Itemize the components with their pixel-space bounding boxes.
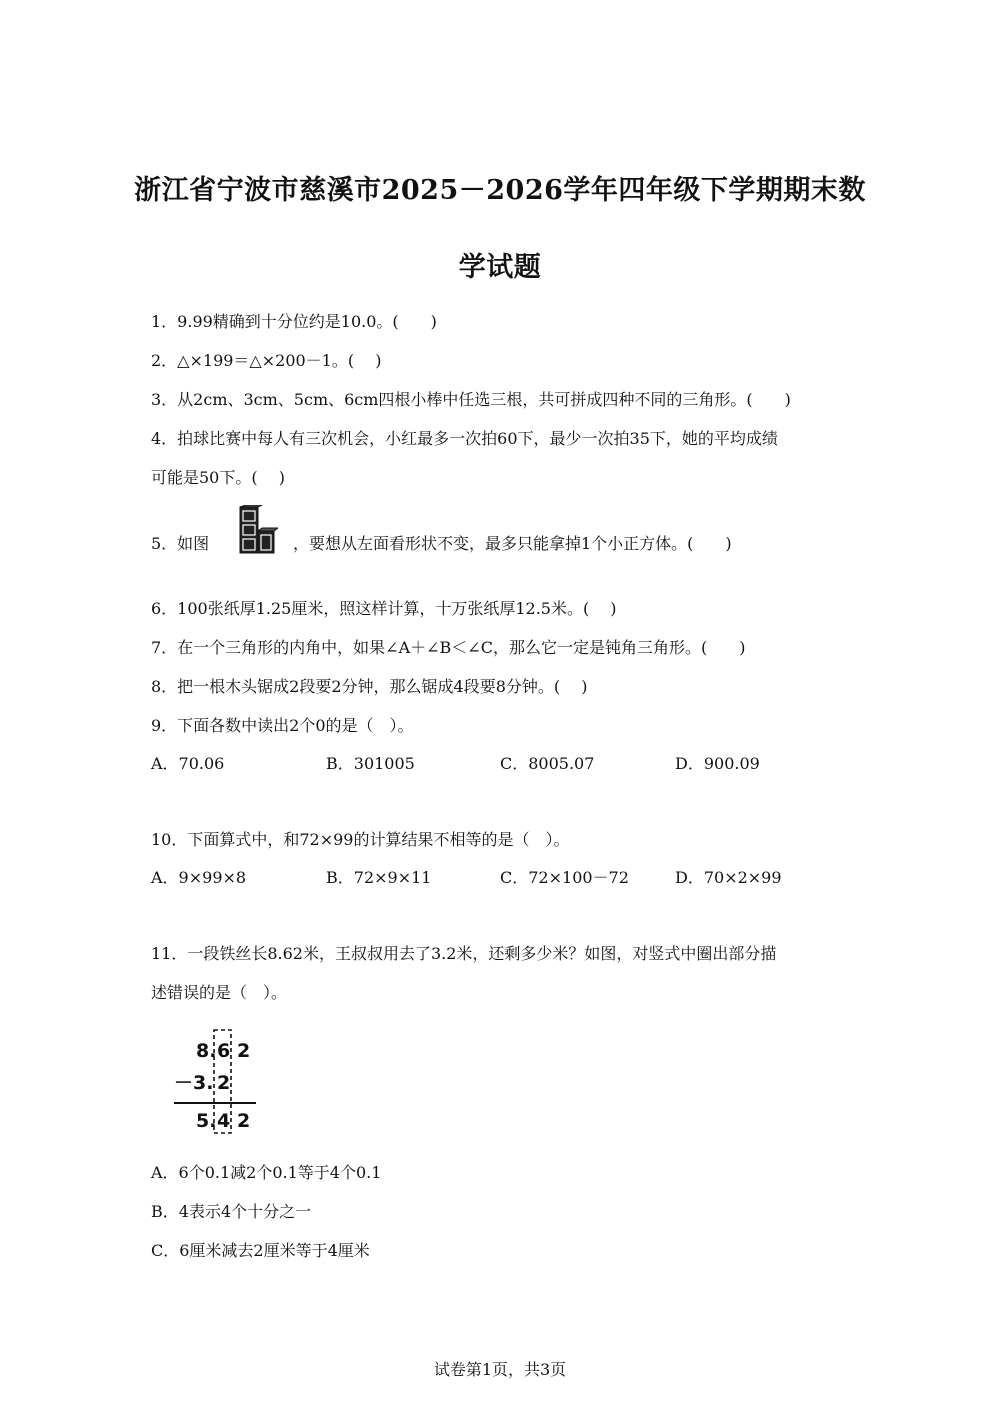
question-2: 2．△×199＝△×200－1。( ) (151, 351, 382, 370)
question-6: 6．100张纸厚1.25厘米，照这样计算，十万张纸厚12.5米。( ) (151, 599, 617, 618)
fig-row1-int: 8. (196, 1040, 217, 1062)
question-3: 3．从2cm、3cm、5cm、6cm四根小棒中任选三根，共可拼成四种不同的三角形。( ) (151, 390, 791, 409)
q9-option-d: D．900.09 (675, 754, 760, 773)
question-4-line-2: 可能是50下。( ) (151, 468, 285, 487)
q9-option-a: A．70.06 (151, 754, 225, 773)
q9-option-c: C．8005.07 (500, 754, 595, 773)
q11-option-b: B．4表示4个十分之一 (151, 1202, 312, 1221)
q10-option-b: B．72×9×11 (326, 868, 432, 887)
vertical-subtraction-figure (168, 1026, 263, 1134)
q10-option-a: A．9×99×8 (151, 868, 247, 887)
fig-row3-int: 5. (196, 1110, 217, 1132)
question-1: 1．9.99精确到十分位约是10.0。( ) (151, 312, 437, 331)
fig-row2-tenths: 2 (217, 1072, 231, 1094)
question-11-line-1: 11．一段铁丝长8.62米，王叔叔用去了3.2米，还剩多少米？如图，对竖式中圈出部分描 (151, 944, 777, 963)
question-5-suffix: ，要想从左面看形状不变，最多只能拿掉1个小正方体。( ) (293, 534, 732, 553)
fig-row1-tenths: 6 (217, 1040, 231, 1062)
title-line-1: 浙江省宁波市慈溪市2025－2026学年四年级下学期期末数 (134, 175, 866, 206)
q11-option-a: A．6个0.1减2个0.1等于4个0.1 (151, 1163, 382, 1182)
page-footer: 试卷第1页，共3页 (433, 1360, 567, 1379)
question-4-line-1: 4．拍球比赛中每人有三次机会，小红最多一次拍60下，最少一次拍35下，她的平均成绩 (151, 429, 778, 448)
fig-row2-int: －3. (174, 1072, 214, 1094)
question-10: 10．下面算式中，和72×99的计算结果不相等的是（ ）。 (151, 830, 570, 849)
fig-row1-hundredths: 2 (237, 1040, 251, 1062)
q9-option-b: B．301005 (326, 754, 415, 773)
cube-stack-figure (236, 505, 278, 555)
question-9: 9．下面各数中读出2个0的是（ ）。 (151, 716, 414, 735)
fig-row3-tenths: 4 (217, 1110, 231, 1132)
question-8: 8．把一根木头锯成2段要2分钟，那么锯成4段要8分钟。( ) (151, 677, 588, 696)
q10-option-d: D．70×2×99 (675, 868, 782, 887)
question-11-line-2: 述错误的是（ ）。 (151, 983, 288, 1002)
q11-option-c: C．6厘米减去2厘米等于4厘米 (151, 1241, 370, 1260)
question-5-prefix: 5．如图 (151, 534, 210, 553)
fig-row3-hundredths: 2 (237, 1110, 251, 1132)
q10-option-c: C．72×100－72 (500, 868, 629, 887)
question-7: 7．在一个三角形的内角中，如果∠A＋∠B＜∠C，那么它一定是钝角三角形。( ) (151, 638, 746, 657)
title-line-2: 学试题 (458, 252, 542, 283)
